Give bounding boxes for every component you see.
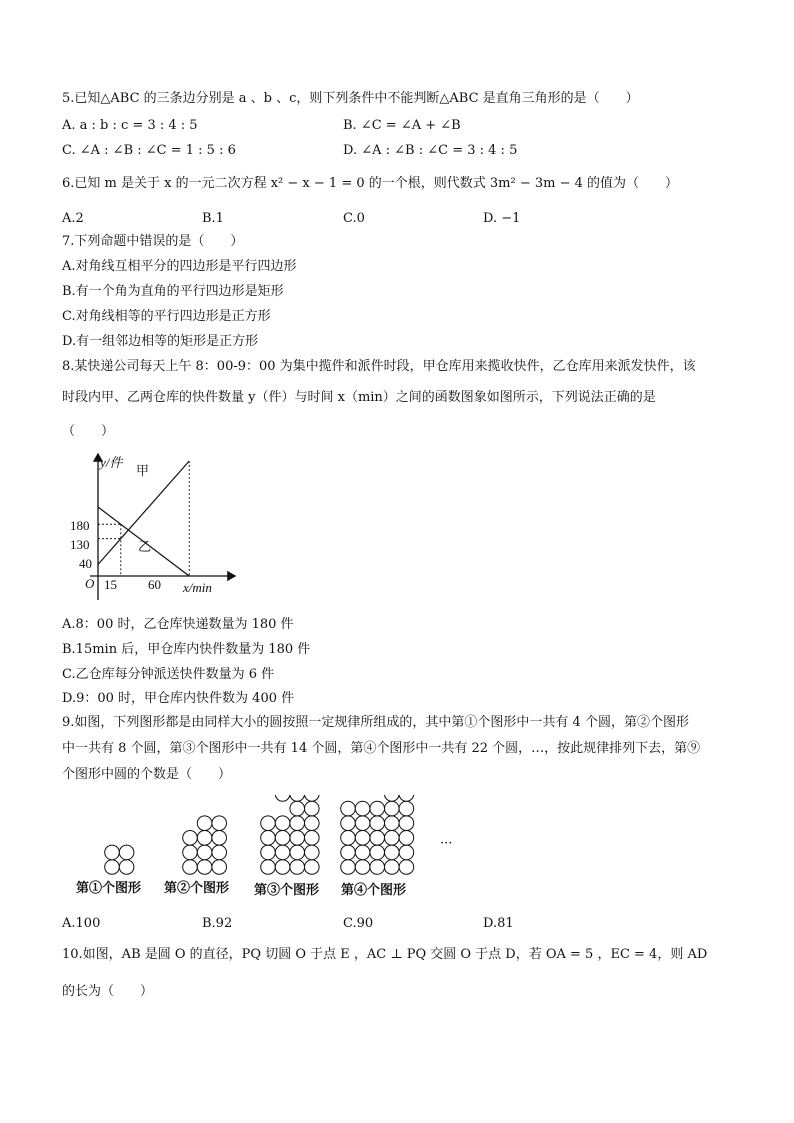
circle-fig-3 <box>290 801 305 816</box>
x-tick-60: 60 <box>148 577 161 592</box>
circle-fig-4 <box>355 801 370 816</box>
circle-fig-3 <box>290 831 305 846</box>
q7-option-d: D.有一组邻边相等的矩形是正方形 <box>62 334 259 349</box>
q5-stem: 5.已知△ABC 的三条边分别是 a 、b 、c，则下列条件中不能判断△ABC 是直角三角形的是（ ） <box>62 91 639 106</box>
circle-fig-4 <box>385 845 400 860</box>
q8-stem-line-2: 时段内甲、乙两仓库的快件数量 y（件）与时间 x（min）之间的函数图象如图所示，下列说法正确的是 <box>62 390 656 405</box>
circle-fig-1 <box>105 860 120 875</box>
circle-fig-4 <box>385 801 400 816</box>
q9-figure-label-1: 第①个图形 <box>76 881 142 896</box>
x-tick-15: 15 <box>104 577 117 592</box>
circle-fig-4 <box>370 831 385 846</box>
circle-fig-4 <box>399 816 414 831</box>
circle-fig-2 <box>212 831 227 846</box>
circle-fig-4 <box>399 845 414 860</box>
q6-option-b: B.1 <box>202 211 224 226</box>
circle-fig-4 <box>399 801 414 816</box>
circle-fig-2 <box>183 860 198 875</box>
circle-fig-4 <box>341 845 356 860</box>
q9-figure-label-2: 第②个图形 <box>164 881 230 896</box>
circle-fig-1 <box>119 860 134 875</box>
circle-fig-4 <box>399 860 414 875</box>
circle-fig-4 <box>355 831 370 846</box>
q10-stem-line-2: 的长为（ ） <box>62 984 154 999</box>
q6-option-d: D. −1 <box>483 211 521 226</box>
q7-option-b: B.有一个角为直角的平行四边形是矩形 <box>62 284 284 299</box>
circle-fig-3 <box>261 845 276 860</box>
circle-fig-4 <box>341 860 356 875</box>
q9-figure-label-3: 第③个图形 <box>254 883 320 898</box>
q9-option-d: D.81 <box>483 916 514 931</box>
circle-fig-4 <box>355 845 370 860</box>
circle-fig-3 <box>290 816 305 831</box>
circle-fig-4 <box>341 801 356 816</box>
q9-stem-line-1: 9.如图，下列图形都是由同样大小的圆按照一定规律所组成的，其中第①个图形中一共有 4 个圆，第②个图形 <box>62 715 689 730</box>
circle-fig-2 <box>197 860 212 875</box>
q5-option-d: D. ∠A : ∠B : ∠C = 3 : 4 : 5 <box>343 143 518 158</box>
circle-fig-4 <box>385 816 400 831</box>
q9-ellipsis: ··· <box>440 836 453 851</box>
circle-fig-3 <box>275 816 290 831</box>
circle-fig-1 <box>119 845 134 860</box>
circle-fig-2 <box>197 831 212 846</box>
q9-option-a: A.100 <box>62 916 101 931</box>
q5-option-b: B. ∠C = ∠A + ∠B <box>343 118 461 133</box>
circle-fig-3 <box>290 795 305 801</box>
circle-fig-3 <box>290 845 305 860</box>
circle-fig-2 <box>212 860 227 875</box>
q9-stem-line-2: 中一共有 8 个圆，第③个图形中一共有 14 个圆，第④个图形中一共有 22 个圆，…，按此规律排列下去，第⑨ <box>62 741 701 756</box>
circle-fig-4 <box>399 831 414 846</box>
q9-option-c: C.90 <box>343 916 374 931</box>
q6-option-c: C.0 <box>343 211 365 226</box>
circle-fig-4 <box>385 831 400 846</box>
circle-fig-2 <box>197 845 212 860</box>
q10-stem-line-1: 10.如图，AB 是圆 O 的直径，PQ 切圆 O 于点 E ，AC ⊥ PQ 交圆 O 于点 D，若 OA = 5 ，EC = 4，则 AD <box>62 947 708 962</box>
y-tick-130: 130 <box>70 537 90 552</box>
series-label-jia: 甲 <box>136 464 150 479</box>
circle-fig-4 <box>385 860 400 875</box>
circle-fig-3 <box>275 845 290 860</box>
q8-option-d: D.9：00 时，甲仓库内快件数为 400 件 <box>62 691 295 706</box>
circle-fig-4 <box>355 816 370 831</box>
q7-option-a: A.对角线互相平分的四边形是平行四边形 <box>62 259 297 274</box>
x-axis-label: x/min <box>183 580 212 595</box>
q8-stem-line-1: 8.某快递公司每天上午 8：00-9：00 为集中揽件和派件时段，甲仓库用来揽收快件，乙仓库用来派发快件，该 <box>62 359 696 374</box>
circle-fig-1 <box>105 845 120 860</box>
circle-fig-4 <box>399 795 414 801</box>
circle-fig-4 <box>341 831 356 846</box>
circle-fig-2 <box>183 845 198 860</box>
circle-fig-4 <box>355 860 370 875</box>
q9-option-b: B.92 <box>202 916 233 931</box>
q7-stem: 7.下列命题中错误的是（ ） <box>62 234 244 249</box>
circle-fig-4 <box>370 845 385 860</box>
q9-circle-figures <box>60 795 460 885</box>
q8-stem-line-3: （ ） <box>62 424 115 439</box>
q9-stem-line-3: 个图形中圆的个数是（ ） <box>62 767 232 782</box>
circle-fig-4 <box>370 801 385 816</box>
circle-fig-3 <box>305 795 320 801</box>
q5-option-a: A. a : b : c = 3 : 4 : 5 <box>62 118 198 133</box>
q9-figure-label-4: 第④个图形 <box>341 883 407 898</box>
circle-fig-3 <box>305 831 320 846</box>
q5-option-c: C. ∠A : ∠B : ∠C = 1 : 5 : 6 <box>62 143 236 158</box>
circle-fig-3 <box>290 860 305 875</box>
circle-fig-3 <box>305 816 320 831</box>
circle-fig-3 <box>261 860 276 875</box>
q8-option-b: B.15min 后，甲仓库内快件数量为 180 件 <box>62 642 311 657</box>
circle-fig-2 <box>183 831 198 846</box>
circle-fig-4 <box>370 860 385 875</box>
circle-fig-2 <box>197 816 212 831</box>
circle-fig-3 <box>305 845 320 860</box>
circle-fig-4 <box>385 795 400 801</box>
circle-fig-3 <box>275 795 290 801</box>
origin-label: O <box>85 576 95 591</box>
q6-stem: 6.已知 m 是关于 x 的一元二次方程 x² − x − 1 = 0 的一个根，则代数式 3m² − 3m − 4 的值为（ ） <box>62 176 679 191</box>
circle-fig-3 <box>261 816 276 831</box>
circle-fig-4 <box>341 816 356 831</box>
circle-fig-3 <box>305 860 320 875</box>
circle-fig-3 <box>275 860 290 875</box>
series-label-yi: 乙 <box>138 540 152 555</box>
circle-fig-3 <box>261 831 276 846</box>
q8-option-c: C.乙仓库每分钟派送快件数量为 6 件 <box>62 667 275 682</box>
q7-option-c: C.对角线相等的平行四边形是正方形 <box>62 309 271 324</box>
y-axis-label: y/件 <box>100 455 123 470</box>
circle-fig-2 <box>212 845 227 860</box>
y-tick-180: 180 <box>70 518 90 533</box>
q6-option-a: A.2 <box>62 211 84 226</box>
circle-fig-3 <box>305 801 320 816</box>
circle-fig-4 <box>370 816 385 831</box>
circle-fig-2 <box>212 816 227 831</box>
circle-fig-3 <box>275 831 290 846</box>
q8-option-a: A.8：00 时，乙仓库快递数量为 180 件 <box>62 617 294 632</box>
y-tick-40: 40 <box>79 556 92 571</box>
